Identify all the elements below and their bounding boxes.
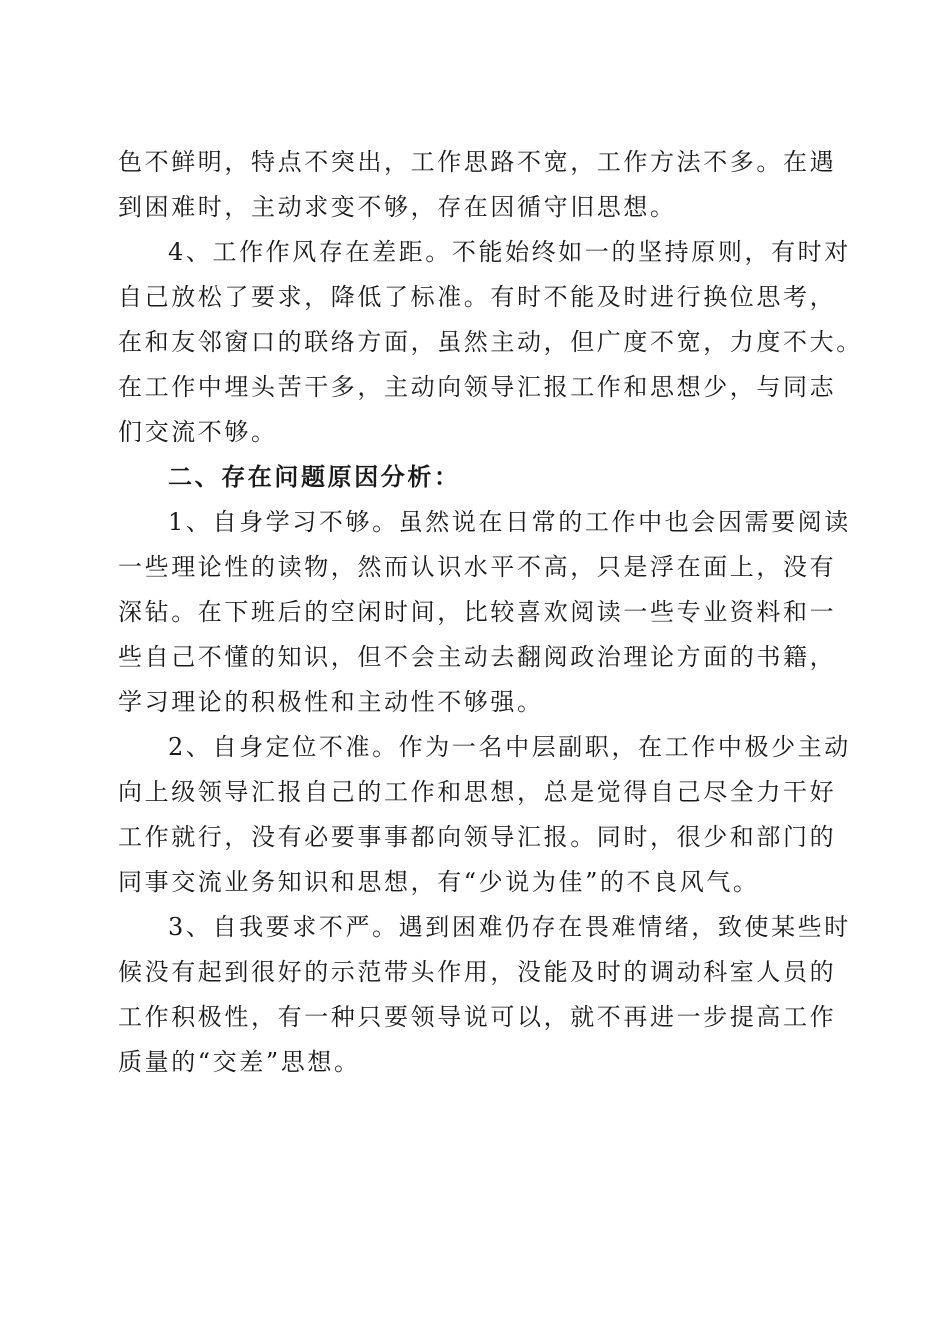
text-line: 深钻。在下班后的空闲时间，比较喜欢阅读一些专业资料和一 [118, 598, 837, 626]
text-line: 自己放松了要求，降低了标准。有时不能及时进行换位思考， [118, 283, 837, 311]
paragraph-start: 4、工作作风存在差距。不能始终如一的坚持原则，有时对 [168, 238, 851, 266]
text-line: 些自己不懂的知识，但不会主动去翻阅政治理论方面的书籍， [118, 643, 837, 671]
text-line: 同事交流业务知识和思想，有“少说为佳”的不良风气。 [118, 868, 760, 896]
paragraph-start: 1、自身学习不够。虽然说在日常的工作中也会因需要阅读 [168, 508, 851, 536]
text-line: 学习理论的积极性和主动性不够强。 [118, 688, 544, 716]
paragraph-start: 2、自身定位不准。作为一名中层副职，在工作中极少主动 [168, 733, 851, 761]
text-line: 向上级领导汇报自己的工作和思想，总是觉得自己尽全力干好 [118, 778, 837, 806]
paragraph-start: 3、自我要求不严。遇到困难仍存在畏难情绪，致使某些时 [168, 913, 851, 941]
text-line: 在和友邻窗口的联络方面，虽然主动，但广度不宽，力度不大。 [118, 328, 863, 356]
text-line: 工作就行，没有必要事事都向领导汇报。同时，很少和部门的 [118, 823, 837, 851]
document-body [118, 140, 863, 1085]
section-heading: 二、存在问题原因分析： [168, 463, 461, 491]
text-line: 色不鲜明，特点不突出，工作思路不宽，工作方法不多。在遇 [118, 148, 837, 176]
text-line: 一些理论性的读物，然而认识水平不高，只是浮在面上，没有 [118, 553, 837, 581]
text-line: 们交流不够。 [118, 418, 278, 446]
text-line: 到困难时，主动求变不够，存在因循守旧思想。 [118, 193, 677, 221]
text-line: 质量的“交差”思想。 [118, 1048, 361, 1076]
text-line: 工作积极性，有一种只要领导说可以，就不再进一步提高工作 [118, 1003, 837, 1031]
text-line: 候没有起到很好的示范带头作用，没能及时的调动科室人员的 [118, 958, 837, 986]
text-line: 在工作中埋头苦干多，主动向领导汇报工作和思想少，与同志 [118, 373, 837, 401]
